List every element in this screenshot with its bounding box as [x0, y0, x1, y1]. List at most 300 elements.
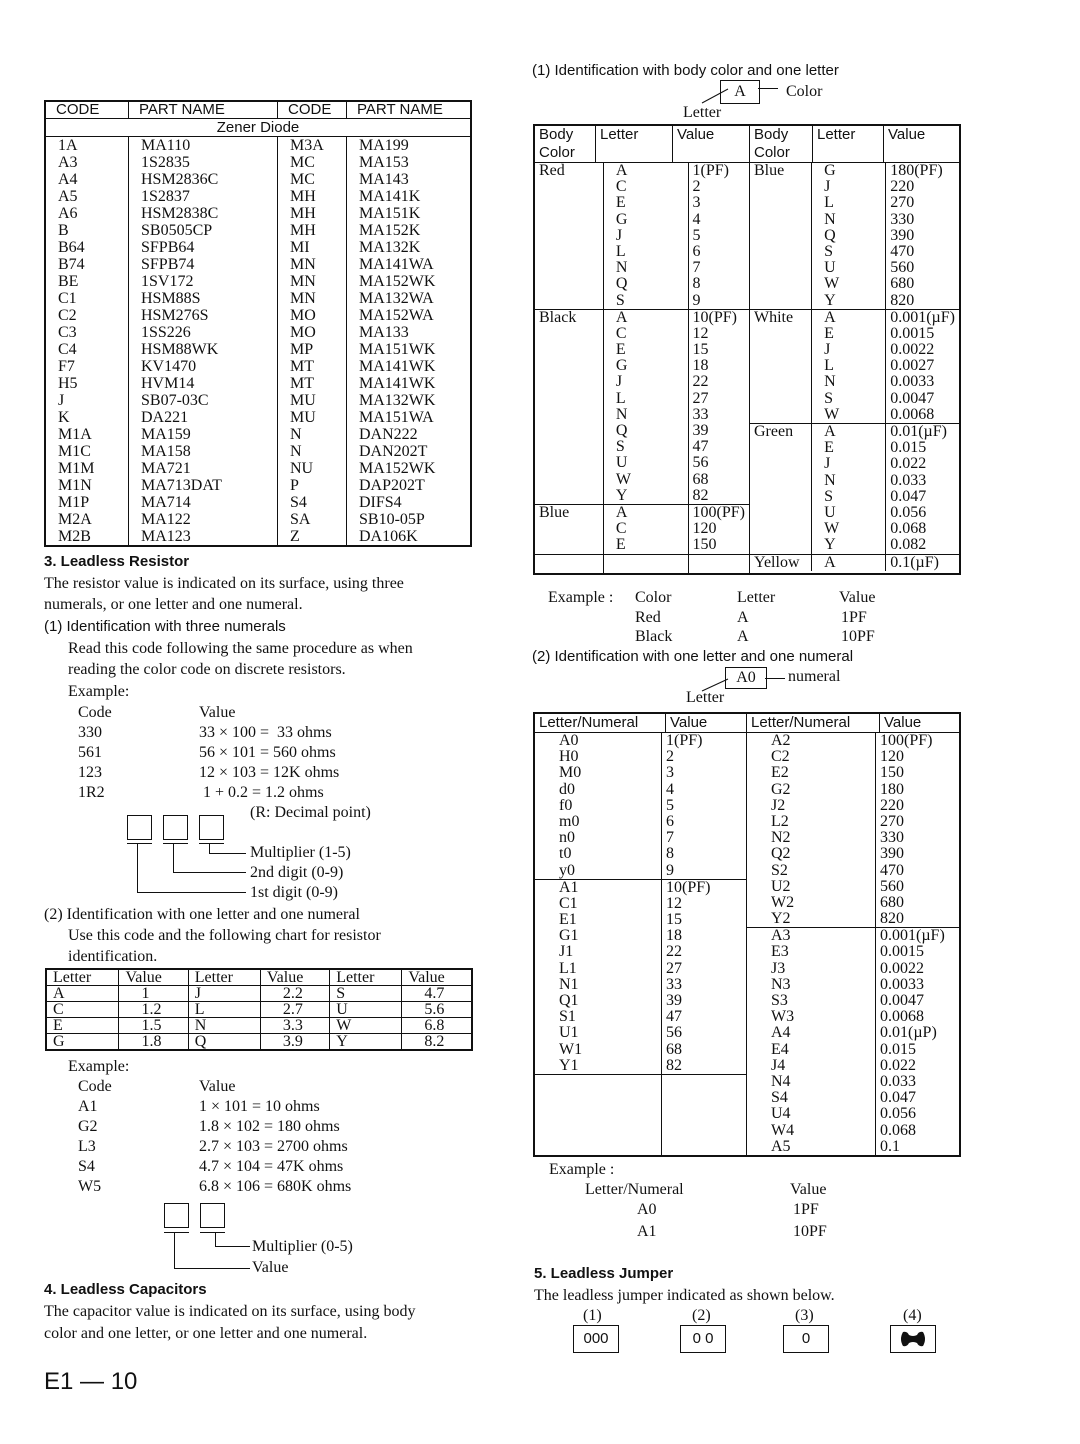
- cell-part-name: MA158: [129, 443, 278, 460]
- color-group-row: [535, 163, 749, 309]
- value: 0.022: [890, 455, 927, 473]
- value: 0.0033: [890, 373, 935, 391]
- code: W4: [771, 1121, 795, 1139]
- cell-code: 1A: [58, 137, 78, 154]
- cell-code-2: N: [278, 426, 347, 443]
- cell-code-2: N: [278, 443, 347, 460]
- value-cell: 1.5: [119, 1018, 188, 1034]
- value-cell: [688, 504, 749, 554]
- code: E4: [771, 1040, 789, 1058]
- body-color-capacitor-table: [533, 124, 961, 575]
- cell-part-name: 1S2837: [129, 188, 278, 205]
- value: 0.1(µF): [890, 553, 939, 571]
- value: 0.068: [890, 520, 927, 538]
- code: L2: [771, 812, 789, 830]
- example-code: W5: [78, 1178, 102, 1195]
- value: 0.015: [880, 1040, 916, 1058]
- letter: J: [824, 341, 831, 359]
- letter-cell: [603, 504, 688, 554]
- cell-code-2: NU: [278, 460, 347, 477]
- value: 220: [880, 796, 904, 814]
- header-value-2: Value: [884, 125, 961, 163]
- example-value: 1 × 101 = 10 ohms: [199, 1098, 320, 1115]
- example-value: 6.8 × 106 = 680K ohms: [199, 1178, 352, 1195]
- code: N2: [771, 829, 791, 847]
- cell-part-name-2: MA152K: [347, 222, 472, 239]
- cell-code: A6: [58, 205, 78, 222]
- value: 4: [692, 210, 701, 228]
- letter-cell: Q: [188, 1034, 260, 1051]
- example-value: 4.7 × 104 = 47K ohms: [199, 1158, 344, 1175]
- cell-part-name: HSM88S: [129, 290, 278, 307]
- letter-cell: W: [330, 1018, 402, 1034]
- cell-part-name: 1SS226: [129, 324, 278, 341]
- letter: A: [824, 308, 836, 326]
- resistor-example2-label: Example:: [68, 1058, 130, 1075]
- value-box: [164, 1203, 189, 1228]
- code-table-row: [45, 358, 471, 375]
- letter-cell: [812, 163, 886, 309]
- code-table-row: [45, 154, 471, 171]
- cell-part-name: SB07-03C: [129, 392, 278, 409]
- value: 3: [666, 764, 674, 782]
- value: 0.0022: [880, 959, 924, 977]
- letter: S: [824, 487, 834, 505]
- value: 0.0047: [890, 389, 935, 407]
- jumper-box-3: 0: [783, 1325, 829, 1353]
- diagram-label-numeral: numeral: [788, 668, 841, 685]
- empty-row: [535, 554, 749, 573]
- cell-code-2: S4: [278, 494, 347, 511]
- cell-part-name-2: DIFS4: [347, 494, 472, 511]
- jumper-box-4: [890, 1325, 936, 1353]
- letter: A: [824, 553, 836, 571]
- code-table-row: [45, 477, 471, 494]
- value: 82: [692, 486, 709, 504]
- example-value: 12 × 103 = 12K ohms: [199, 764, 340, 781]
- jumper-intro-text: The leadless jumper indicated as shown below.: [534, 1287, 835, 1304]
- cell-part-name-2: MA132WK: [347, 392, 472, 409]
- cell-part-name-2: MA199: [347, 137, 472, 155]
- value: 9: [666, 861, 674, 879]
- capacitor-intro-line-1: The capacitor value is indicated on its surface, using body: [44, 1303, 416, 1320]
- ln-example-row-2-value: 10PF: [793, 1223, 827, 1240]
- header-letter: Letter: [596, 125, 673, 163]
- cell-code: M1C: [58, 443, 91, 460]
- code: f0: [559, 796, 573, 814]
- value: 33: [692, 405, 709, 423]
- value-cell: [662, 879, 747, 1074]
- value: 180(PF): [890, 162, 943, 179]
- value: 0.033: [890, 471, 927, 489]
- letter: W: [615, 470, 631, 488]
- cell-part-name: MA123: [129, 528, 278, 546]
- cell-part-name-2: MA152WK: [347, 460, 472, 477]
- diagram-label-letter: Letter: [683, 104, 722, 121]
- letter: C: [615, 520, 627, 538]
- value: 0.001(µF): [880, 927, 945, 945]
- letter-cell: U: [330, 1002, 402, 1018]
- example-code: 123: [78, 764, 102, 781]
- letter-cell: J: [188, 986, 260, 1002]
- cell-code: F7: [58, 358, 75, 375]
- code-table-row: [45, 511, 471, 528]
- cell-code: C2: [58, 307, 77, 324]
- header-value: Value: [260, 969, 329, 986]
- cell-code-2: MC: [278, 154, 347, 171]
- digit-box-1: [127, 815, 152, 840]
- code: W2: [771, 893, 795, 911]
- value: 56: [666, 1024, 682, 1042]
- color-example-row-1-letter: A: [737, 609, 749, 626]
- code-table-row: [45, 205, 471, 222]
- color-example-row-2-color: Black: [635, 628, 673, 645]
- ln-example-header-value: Value: [790, 1181, 827, 1198]
- value: 0.0027: [890, 357, 935, 375]
- value: 15: [692, 341, 709, 359]
- color-group-row: [535, 309, 749, 504]
- cell-part-name: HSM2836C: [129, 171, 278, 188]
- value: 68: [666, 1040, 682, 1058]
- code-cell: [535, 733, 662, 879]
- value-cell: 1: [119, 986, 188, 1002]
- value: 27: [692, 389, 709, 407]
- value: 8: [692, 275, 701, 293]
- resistor-example-label: Example:: [68, 683, 130, 700]
- value: 0.022: [880, 1056, 916, 1074]
- value: 2: [666, 748, 674, 766]
- cell-part-name-2: MA132K: [347, 239, 472, 256]
- cell-code-2: MH: [278, 222, 347, 239]
- cell-code: M1P: [58, 494, 90, 511]
- cell-code-2: MT: [278, 358, 347, 375]
- value: 390: [890, 226, 915, 244]
- cell-part-name-2: MA151WA: [347, 409, 472, 426]
- cell-part-name-2: DA106K: [347, 528, 472, 546]
- letter-value-row: [46, 1034, 472, 1051]
- ln-example-label: Example :: [549, 1161, 615, 1178]
- letter: L: [824, 194, 834, 212]
- digit-box-3: [199, 815, 224, 840]
- letter-value-row: [46, 1002, 472, 1018]
- letter: A: [615, 503, 628, 521]
- cell-part-name-2: MA141K: [347, 188, 472, 205]
- color-example-header-value: Value: [839, 589, 876, 606]
- code: Y1: [559, 1056, 579, 1074]
- cell-part-name-2: MA153: [347, 154, 472, 171]
- letter: Q: [615, 422, 628, 439]
- letter-numeral-group-row: [535, 879, 746, 1074]
- letter: S: [824, 242, 834, 260]
- color-example-row-1-color: Red: [635, 609, 661, 626]
- letter: E: [824, 324, 834, 342]
- value: 5: [692, 226, 701, 244]
- letter: C: [615, 324, 627, 342]
- value: 10(PF): [692, 308, 737, 326]
- letter-cell: G: [46, 1034, 119, 1051]
- color-group-row: [750, 554, 959, 571]
- cell-code-2: MU: [278, 409, 347, 426]
- cell-code: M2A: [58, 511, 92, 528]
- value: 120: [880, 748, 904, 766]
- header-body-color-2: Body Color: [750, 125, 813, 163]
- code-cell: [747, 733, 876, 928]
- ex2-header-value: Value: [199, 1078, 236, 1095]
- cell-code: BE: [58, 273, 79, 290]
- code: J4: [771, 1056, 786, 1074]
- value: 12: [692, 324, 709, 342]
- cell-code: B: [58, 222, 69, 239]
- code-table-row: [45, 256, 471, 273]
- ln-example-row-2-code: A1: [637, 1223, 657, 1240]
- jumper-box-2: 0 0: [680, 1325, 726, 1353]
- code: H0: [559, 748, 579, 766]
- value: 180: [880, 780, 904, 798]
- code-table-row: [45, 528, 471, 546]
- cell-code-2: MH: [278, 188, 347, 205]
- cell-part-name: MA110: [129, 137, 278, 155]
- header-letter-2: Letter: [813, 125, 884, 163]
- letter-cell: E: [46, 1018, 119, 1034]
- cell-code-2: MN: [278, 256, 347, 273]
- code: L1: [559, 959, 577, 977]
- cell-part-name: SB0505CP: [129, 222, 278, 239]
- code: Y2: [771, 910, 791, 928]
- code-table-row: [45, 375, 471, 392]
- value-cell: [886, 554, 959, 571]
- value-cell: [886, 309, 959, 423]
- value: 1(PF): [666, 732, 703, 749]
- value: 6: [692, 242, 701, 260]
- code-table-row: [45, 341, 471, 358]
- value: 0.0047: [880, 992, 924, 1009]
- letter: Y: [824, 291, 836, 309]
- value: 0.01(µF): [890, 423, 947, 440]
- header-letter: Letter: [46, 969, 119, 986]
- cell-part-name: MA122: [129, 511, 278, 528]
- resistor-sub2-text-2: identification.: [68, 948, 158, 965]
- letter: L: [824, 357, 834, 375]
- resistor-sub1-text-1: Read this code following the same procedure as when: [68, 640, 413, 657]
- color-example-header-letter: Letter: [737, 589, 776, 606]
- resistor-subheading-letter-numeral: (2) Identification with one letter and one numeral: [44, 906, 360, 923]
- code: U4: [771, 1105, 791, 1123]
- code-table-row: [45, 290, 471, 307]
- header-code-2: CODE: [278, 101, 347, 119]
- code: A1: [559, 878, 579, 896]
- body-color-cell: Black: [535, 309, 603, 504]
- code: A0: [559, 732, 579, 749]
- color-example-header-color: Color: [635, 589, 672, 606]
- resistor-letter-value-table: [45, 968, 473, 1051]
- jumper-bowtie-icon: [891, 1326, 935, 1352]
- letter: Q: [824, 226, 836, 244]
- example-value: 2.7 × 103 = 2700 ohms: [199, 1138, 348, 1155]
- value: 12: [666, 894, 682, 912]
- cell-code-2: SA: [278, 511, 347, 528]
- value: 150: [692, 536, 717, 554]
- value: 270: [890, 194, 915, 212]
- code: A5: [771, 1137, 791, 1155]
- value: 100(PF): [880, 732, 933, 749]
- cell-part-name-2: MA132WA: [347, 290, 472, 307]
- code: N1: [559, 975, 579, 993]
- letter: J: [615, 226, 623, 244]
- cell-part-name-2: MA141WA: [347, 256, 472, 273]
- example-code: 330: [78, 724, 102, 741]
- letter: E: [615, 194, 626, 212]
- digit-box-2: [163, 815, 188, 840]
- cell-code: C3: [58, 324, 77, 341]
- cell-part-name-2: MA151WK: [347, 341, 472, 358]
- code: C1: [559, 894, 578, 912]
- example-value: 33 × 100 = 33 ohms: [199, 724, 332, 741]
- letter-cell: C: [46, 1002, 119, 1018]
- header-value: Value: [673, 125, 750, 163]
- cell-part-name: MA159: [129, 426, 278, 443]
- ex2-header-code: Code: [78, 1078, 112, 1095]
- cell-part-name: KV1470: [129, 358, 278, 375]
- value: 560: [890, 259, 915, 277]
- header-letter-numeral-2: Letter/Numeral: [747, 713, 880, 733]
- code: d0: [559, 780, 575, 798]
- cell-code: M1A: [58, 426, 92, 443]
- capacitor-subheading-letter-numeral: (2) Identification with one letter and one numeral: [532, 648, 854, 665]
- cell-part-name-2: SB10-05P: [347, 511, 472, 528]
- letter-cell: Y: [330, 1034, 402, 1051]
- color-group-row: [750, 424, 959, 555]
- letter-cell: [812, 554, 886, 571]
- code: y0: [559, 861, 575, 879]
- cell-part-name: SFPB74: [129, 256, 278, 273]
- diagram-label-letter-2: Letter: [686, 689, 725, 706]
- header-ln-value: Value: [666, 713, 747, 733]
- letter: N: [824, 471, 836, 489]
- value: 0.082: [890, 536, 927, 554]
- decimal-point-note: (R: Decimal point): [250, 804, 371, 821]
- letter-numeral-group-row: [747, 928, 959, 1155]
- resistor-sub1-text-2: reading the color code on discrete resistors.: [68, 661, 346, 678]
- value: 0.0022: [890, 341, 935, 359]
- value: 68: [692, 470, 709, 488]
- cell-code-2: MU: [278, 392, 347, 409]
- value: 330: [890, 210, 915, 228]
- resistor-intro-line-2: numerals, or one letter and one numeral.: [44, 596, 303, 613]
- letter: E: [615, 341, 626, 359]
- letter-cell: L: [188, 1002, 260, 1018]
- multiplier-box: [200, 1203, 225, 1228]
- cell-code-2: MP: [278, 341, 347, 358]
- code-table-row: [45, 460, 471, 477]
- code-table-row: [45, 307, 471, 324]
- cell-code-2: MI: [278, 239, 347, 256]
- value: 0.01(µP): [880, 1024, 937, 1042]
- code: S3: [771, 992, 788, 1009]
- value: 820: [890, 291, 915, 309]
- value: 8: [666, 845, 674, 863]
- cell-code-2: P: [278, 477, 347, 494]
- cell-code-2: MN: [278, 273, 347, 290]
- value: 0.047: [880, 1089, 916, 1107]
- letter-cell: [603, 309, 688, 504]
- ln-example-row-1-value: 1PF: [793, 1201, 819, 1218]
- value: 560: [880, 877, 904, 895]
- value: 390: [880, 845, 904, 863]
- capacitor-subheading-body-color: (1) Identification with body color and one letter: [532, 62, 839, 79]
- letter: G: [615, 210, 628, 228]
- diagram-label-color: Color: [786, 83, 823, 100]
- code-table-row: [45, 273, 471, 290]
- body-color-cell: Green: [750, 424, 812, 555]
- ex1-header-code: Code: [78, 704, 112, 721]
- cell-part-name-2: MA152WA: [347, 307, 472, 324]
- example-value: 1.8 × 102 = 180 ohms: [199, 1118, 340, 1135]
- letter: S: [615, 291, 625, 309]
- jumper-label-2: (2): [692, 1307, 711, 1324]
- example-value: 1 + 0.2 = 1.2 ohms: [199, 784, 324, 801]
- code: S2: [771, 861, 788, 879]
- value: 2: [692, 178, 701, 196]
- value: 22: [692, 373, 709, 391]
- value-cell: [886, 163, 959, 309]
- cell-code-2: MO: [278, 324, 347, 341]
- cell-code-2: MC: [278, 171, 347, 188]
- letter: U: [824, 259, 836, 277]
- cell-code-2: M3A: [278, 137, 347, 155]
- code-table-row: [45, 171, 471, 188]
- value-cell: [876, 733, 960, 928]
- ex1-header-value: Value: [199, 704, 236, 721]
- value: 220: [890, 178, 915, 196]
- code: J1: [559, 943, 574, 961]
- cell-code-2: MH: [278, 205, 347, 222]
- value: 0.0015: [880, 943, 924, 961]
- cell-code: M1M: [58, 460, 95, 477]
- letter: E: [824, 439, 834, 457]
- value: 100(PF): [692, 503, 745, 521]
- letter-cell: [603, 163, 688, 309]
- value-cell: 1.2: [119, 1002, 188, 1018]
- letter-numeral-capacitor-table: [533, 712, 961, 1157]
- letter: A: [615, 162, 628, 179]
- code: N3: [771, 975, 791, 993]
- code-table-row: [45, 494, 471, 511]
- header-letter: Letter: [188, 969, 260, 986]
- value: 0.001(µF): [890, 308, 955, 326]
- letter: C: [615, 178, 627, 196]
- value: 56: [692, 454, 709, 472]
- letter: W: [824, 405, 840, 423]
- letter-cell: A: [46, 986, 119, 1002]
- code: S1: [559, 1008, 576, 1026]
- value: 39: [692, 422, 709, 439]
- value: 0.0068: [880, 1008, 924, 1026]
- letter: G: [615, 357, 628, 375]
- letter-numeral-group-row: [747, 733, 959, 928]
- code: U1: [559, 1024, 579, 1042]
- letter: L: [615, 242, 626, 260]
- code: N4: [771, 1072, 791, 1090]
- header-part-name-2: PART NAME: [347, 101, 472, 119]
- cell-code: J: [58, 392, 65, 409]
- letter: E: [615, 536, 626, 554]
- cell-code: A3: [58, 154, 78, 171]
- section-heading-leadless-jumper: 5. Leadless Jumper: [534, 1265, 674, 1282]
- code-table-row: [45, 426, 471, 443]
- letter: W: [824, 275, 840, 293]
- value: 10(PF): [666, 878, 711, 896]
- header-value: Value: [402, 969, 472, 986]
